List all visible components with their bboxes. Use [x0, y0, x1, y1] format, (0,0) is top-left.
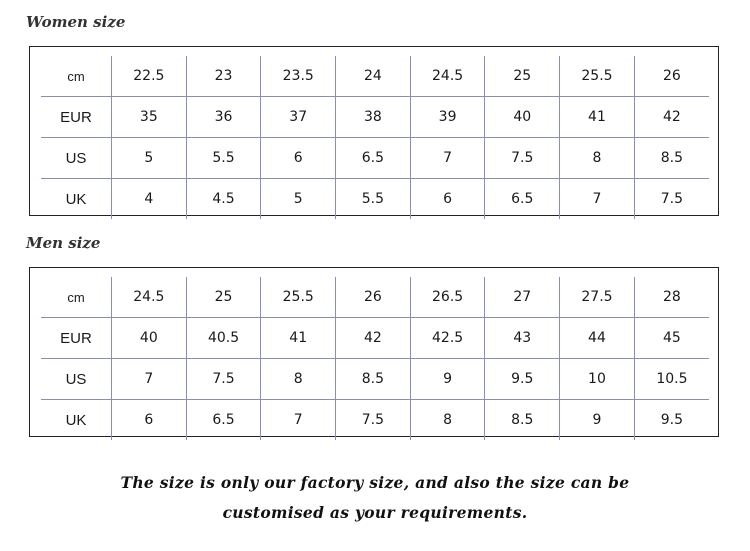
size-row-uk: [41, 400, 709, 441]
size-cell: 26: [336, 277, 411, 318]
size-cell: 6.5: [336, 138, 411, 179]
women-size-table: [41, 56, 709, 219]
row-label-uk: UK: [65, 411, 87, 429]
size-row-us: [41, 138, 709, 179]
size-cell: 41: [560, 97, 635, 138]
size-cell: 6.5: [485, 179, 560, 220]
row-label-us: US: [41, 138, 112, 179]
row-label-cm: cm: [41, 277, 112, 318]
size-cell: 24: [336, 56, 411, 97]
size-cell: 27: [485, 277, 560, 318]
size-cell: 38: [336, 97, 411, 138]
size-cell: 43: [485, 318, 560, 359]
size-cell: 5: [261, 179, 336, 220]
size-cell: 7: [112, 359, 187, 400]
size-cell: 7: [410, 138, 485, 179]
size-cell: 40: [485, 97, 560, 138]
size-cell: 26: [634, 56, 709, 97]
size-note-line-2: customised as your requirements.: [222, 503, 528, 522]
size-row-uk: [41, 179, 709, 220]
size-cell: 26.5: [410, 277, 485, 318]
size-cell: 7: [560, 179, 635, 220]
size-cell: 23: [186, 56, 261, 97]
size-cell: 8.5: [485, 400, 560, 441]
size-cell: 25: [186, 277, 261, 318]
size-cell: 28: [634, 277, 709, 318]
size-cell: 4.5: [186, 179, 261, 220]
size-cell: 42: [634, 97, 709, 138]
size-row-cm: [41, 56, 709, 97]
row-label-uk: UK: [65, 190, 87, 208]
size-note-line-1: The size is only our factory size, and also the size can be: [120, 473, 630, 492]
row-label-eur: EUR: [41, 97, 112, 138]
row-label-eur: EUR: [41, 318, 112, 359]
size-cell: 39: [410, 97, 485, 138]
men-size-chart: [29, 267, 719, 437]
size-cell: 5: [112, 138, 187, 179]
size-cell: 25.5: [560, 56, 635, 97]
size-cell: 36: [186, 97, 261, 138]
size-cell: 7.5: [485, 138, 560, 179]
size-cell: 41: [261, 318, 336, 359]
women-size-title: Women size: [26, 13, 126, 31]
size-cell: 4: [112, 179, 187, 220]
size-cell: 6: [261, 138, 336, 179]
women-size-table-body: [41, 56, 709, 219]
men-size-title: Men size: [26, 234, 101, 252]
size-cell: 6: [112, 400, 187, 441]
men-size-table-body: [41, 277, 709, 440]
size-cell: 5.5: [186, 138, 261, 179]
size-cell: 8: [410, 400, 485, 441]
size-cell: 24.5: [112, 277, 187, 318]
size-cell: 7.5: [186, 359, 261, 400]
size-cell: 7: [261, 400, 336, 441]
size-cell: 5.5: [336, 179, 411, 220]
size-cell: 37: [261, 97, 336, 138]
women-size-chart: [29, 46, 719, 216]
size-row-us: [41, 359, 709, 400]
size-cell: 6.5: [186, 400, 261, 441]
size-cell: 35: [112, 97, 187, 138]
size-cell: 42: [336, 318, 411, 359]
size-cell: 40.5: [186, 318, 261, 359]
men-size-table: [41, 277, 709, 440]
size-cell: 24.5: [410, 56, 485, 97]
size-cell: 22.5: [112, 56, 187, 97]
size-cell: 8: [560, 138, 635, 179]
size-cell: 40: [112, 318, 187, 359]
size-cell: 8.5: [634, 138, 709, 179]
size-cell: 42.5: [410, 318, 485, 359]
size-cell: 8: [261, 359, 336, 400]
size-cell: 10.5: [634, 359, 709, 400]
size-cell: 9.5: [634, 400, 709, 441]
size-cell: 9: [560, 400, 635, 441]
row-label-us: US: [41, 359, 112, 400]
size-cell: 6: [410, 179, 485, 220]
size-row-cm: [41, 277, 709, 318]
size-cell: 27.5: [560, 277, 635, 318]
size-cell: 23.5: [261, 56, 336, 97]
size-row-eur: [41, 318, 709, 359]
size-cell: 10: [560, 359, 635, 400]
size-cell: 25: [485, 56, 560, 97]
size-cell: 44: [560, 318, 635, 359]
row-label-cm: cm: [41, 56, 112, 97]
size-cell: 9: [410, 359, 485, 400]
size-cell: 8.5: [336, 359, 411, 400]
size-cell: 7.5: [634, 179, 709, 220]
size-cell: 45: [634, 318, 709, 359]
size-row-eur: [41, 97, 709, 138]
size-cell: 25.5: [261, 277, 336, 318]
size-cell: 7.5: [336, 400, 411, 441]
size-cell: 9.5: [485, 359, 560, 400]
